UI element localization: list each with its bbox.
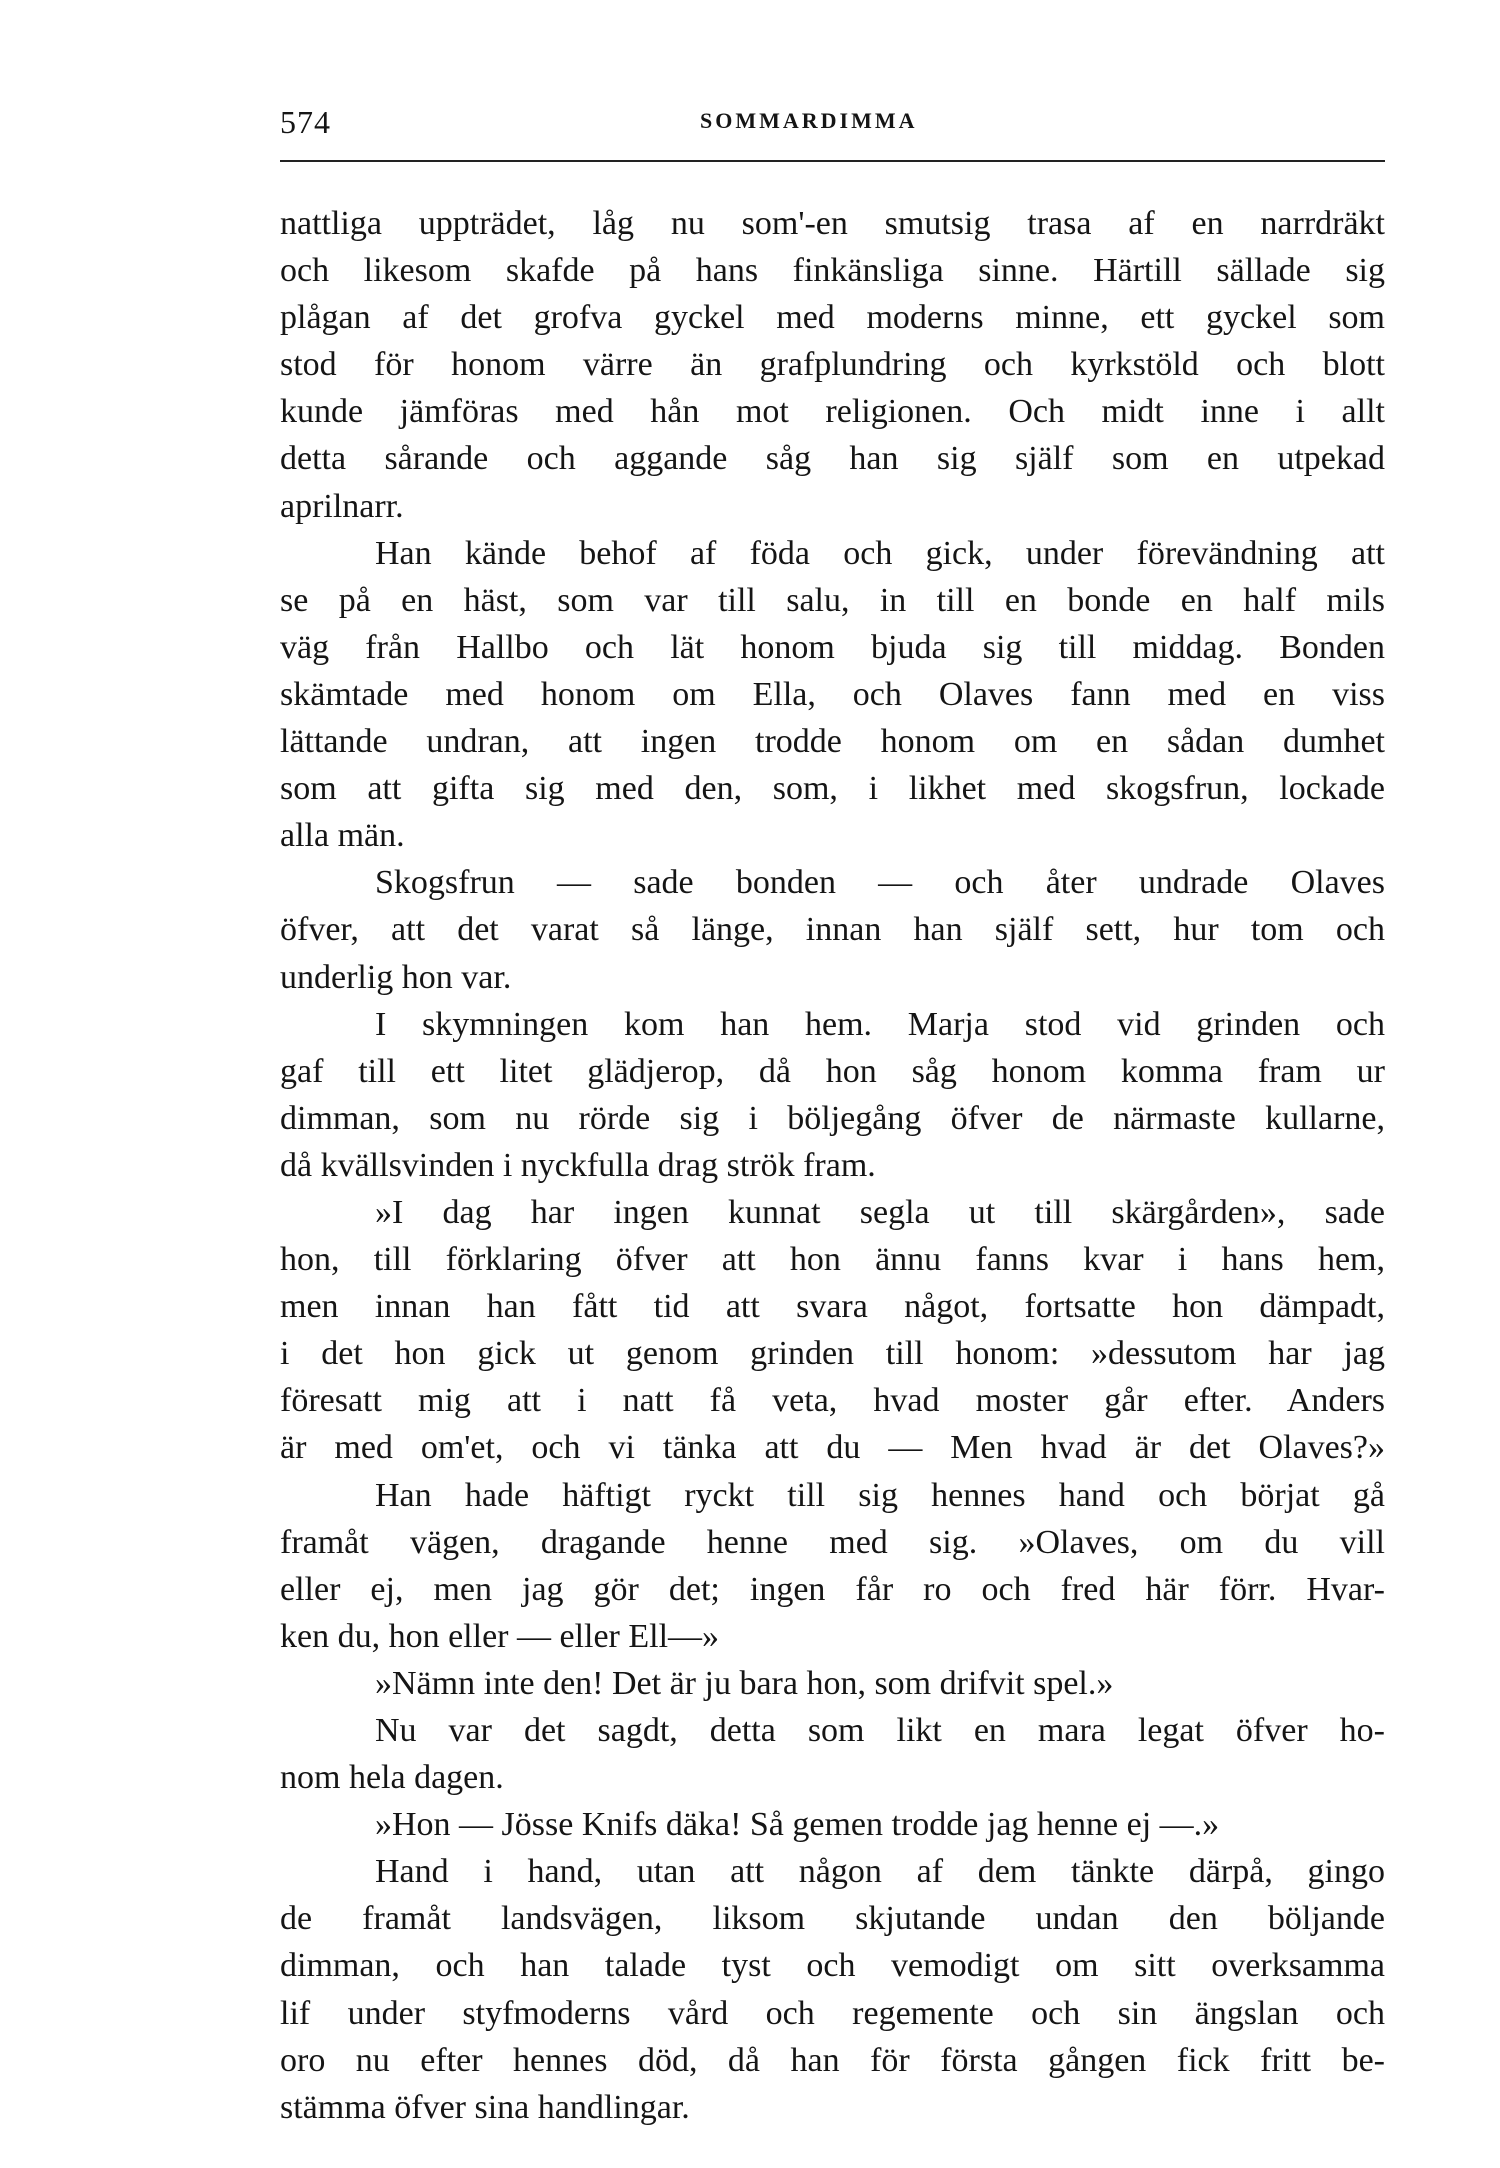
text-line: i det hon gick ut genom grinden till honom: »dessutom har jag — [280, 1335, 1385, 1373]
text-line: då kvällsvinden i nyckfulla drag strök fram. — [280, 1146, 876, 1184]
text-line: Han kände behof af föda och gick, under förevändning att — [375, 534, 1385, 572]
text-line: nom hela dagen. — [280, 1759, 504, 1797]
body-text — [280, 200, 1385, 2131]
text-line: plågan af det grofva gyckel med moderns minne, ett gyckel som — [280, 299, 1385, 337]
text-line: ken du, hon eller — eller Ell—» — [280, 1617, 720, 1655]
text-line: gaf till ett litet glädjerop, då hon såg honom komma fram ur — [280, 1052, 1385, 1090]
text-line: som att gifta sig med den, som, i likhet med skogsfrun, lockade — [280, 770, 1385, 808]
text-line: I skymningen kom han hem. Marja stod vid grinden och — [375, 1005, 1385, 1043]
text-line: eller ej, men jag gör det; ingen får ro och fred här förr. Hvar- — [280, 1570, 1385, 1608]
text-line: »Hon — Jösse Knifs däka! Så gemen trodde jag henne ej —.» — [375, 1806, 1220, 1844]
text-line: och likesom skafde på hans finkänsliga sinne. Härtill sällade sig — [280, 252, 1385, 290]
text-line: stod för honom värre än grafplundring och kyrkstöld och blott — [280, 346, 1385, 384]
text-line: alla män. — [280, 817, 405, 855]
text-line: Skogsfrun — sade bonden — och åter undrade Olaves — [375, 864, 1385, 902]
text-line: men innan han fått tid att svara något, fortsatte hon dämpadt, — [280, 1288, 1385, 1326]
text-line: »I dag har ingen kunnat segla ut till skärgården», sade — [375, 1193, 1385, 1231]
text-line: aprilnarr. — [280, 487, 404, 525]
text-line: detta sårande och aggande såg han sig själf som en utpekad — [280, 440, 1385, 478]
page-number: 574 — [280, 104, 331, 140]
text-line: kunde jämföras med hån mot religionen. Och midt inne i allt — [280, 393, 1385, 431]
text-line: lif under styfmoderns vård och regemente och sin ängslan och — [280, 1994, 1385, 2032]
text-line: stämma öfver sina handlingar. — [280, 2088, 690, 2126]
text-line: nattliga uppträdet, låg nu som'-en smutsig trasa af en narrdräkt — [280, 205, 1385, 242]
text-line: Han hade häftigt ryckt till sig hennes hand och börjat gå — [375, 1476, 1385, 1514]
text-line: väg från Hallbo och lät honom bjuda sig till middag. Bonden — [280, 628, 1385, 666]
text-line: Hand i hand, utan att någon af dem tänkte därpå, gingo — [375, 1853, 1385, 1891]
text-line: de framåt landsvägen, liksom skjutande undan den böljande — [280, 1900, 1385, 1938]
running-title: SOMMARDIMMA — [700, 108, 918, 133]
text-line: se på en häst, som var till salu, in till en bonde en half mils — [280, 581, 1385, 619]
text-line: öfver, att det varat så länge, innan han själf sett, hur tom och — [280, 911, 1385, 949]
page-header — [280, 104, 1385, 144]
text-line: lättande undran, att ingen trodde honom om en sådan dumhet — [280, 723, 1385, 761]
text-line: dimman, och han talade tyst och vemodigt om sitt overksamma — [280, 1947, 1385, 1985]
text-line: oro nu efter hennes död, då han för första gången fick fritt be- — [280, 2041, 1385, 2079]
text-line: »Nämn inte den! Det är ju bara hon, som drifvit spel.» — [375, 1664, 1114, 1702]
text-line: underlig hon var. — [280, 958, 512, 996]
text-line: Nu var det sagdt, detta som likt en mara legat öfver ho- — [375, 1712, 1385, 1749]
text-line: dimman, som nu rörde sig i böljegång öfver de närmaste kullarne, — [280, 1099, 1385, 1137]
text-line: framåt vägen, dragande henne med sig. »Olaves, om du vill — [280, 1523, 1385, 1561]
header-rule — [280, 160, 1385, 162]
text-line: föresatt mig att i natt få veta, hvad moster går efter. Anders — [280, 1382, 1385, 1420]
text-line: hon, till förklaring öfver att hon ännu fanns kvar i hans hem, — [280, 1241, 1385, 1279]
text-line: är med om'et, och vi tänka att du — Men hvad är det Olaves?» — [280, 1429, 1385, 1467]
text-line: skämtade med honom om Ella, och Olaves fann med en viss — [280, 675, 1385, 713]
